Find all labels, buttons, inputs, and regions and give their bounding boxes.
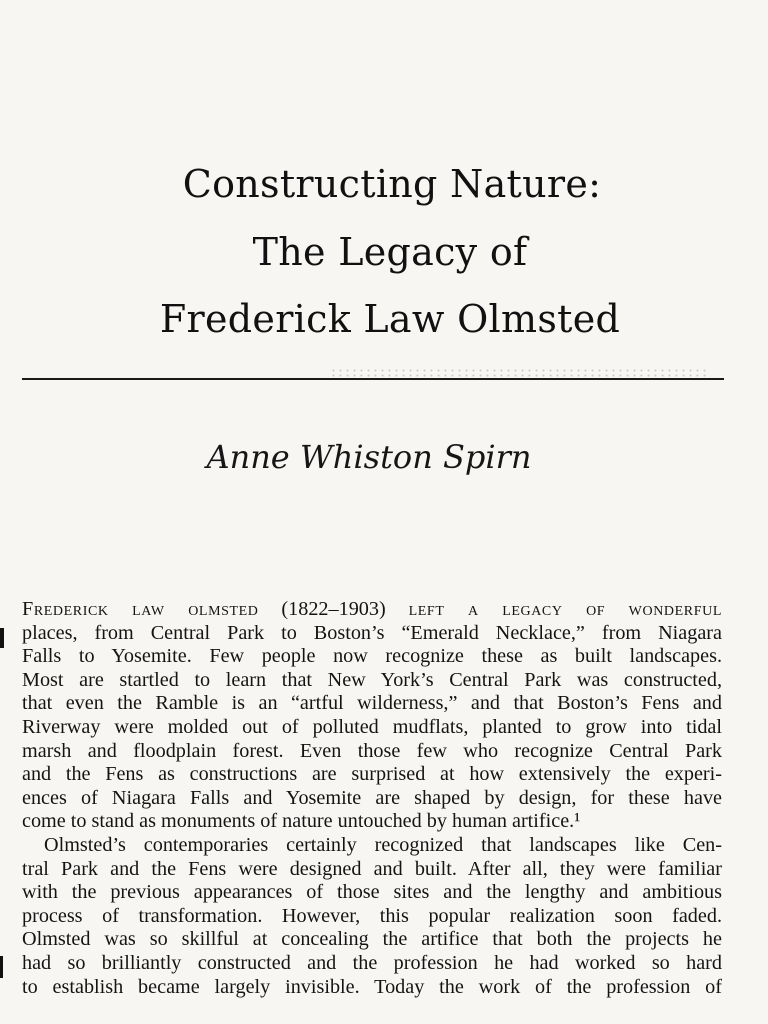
body-line: that even the Ramble is an “artful wilderness,” and that Boston’s Fens and: [22, 692, 722, 715]
body-line: Most are startled to learn that New York’s Central Park was constructed,: [22, 668, 722, 691]
body-line: Olmsted’s contemporaries certainly recognized that landscapes like Cen-: [44, 833, 722, 856]
body-line: marsh and floodplain forest. Even those few who recognize Central Park: [22, 739, 722, 762]
body-line: with the previous appearances of those sites and the lengthy and ambitious: [22, 881, 722, 904]
body-line: [22, 598, 722, 622]
body-line: tral Park and the Fens were designed and built. After all, they were familiar: [22, 857, 722, 880]
title-line-3: Frederick Law Olmsted: [159, 297, 621, 341]
title-rule: [22, 378, 724, 380]
body-line: Riverway were molded out of polluted mudflats, planted to grow into tidal: [22, 715, 722, 738]
title-line-2: The Legacy of: [252, 230, 528, 274]
body-line: process of transformation. However, this popular realization soon faded.: [22, 904, 722, 927]
body-line: and the Fens as constructions are surprised at how extensively the experi-: [22, 763, 722, 786]
margin-mark: [0, 628, 4, 648]
opening-smallcaps-2: left a legacy of wonderful: [408, 598, 722, 620]
body-line: come to stand as monuments of nature untouched by human artifice.¹: [22, 810, 581, 833]
body-line: Falls to Yosemite. Few people now recognize these as built landscapes.: [22, 645, 722, 668]
opening-smallcaps: Frederick law olmsted: [22, 598, 259, 620]
author-name: Anne Whiston Spirn: [206, 438, 532, 476]
body-line: to establish became largely invisible. Today the work of the profession of: [22, 975, 722, 998]
body-line: had so brilliantly constructed and the profession he had worked so hard: [22, 951, 722, 974]
body-line: ences of Niagara Falls and Yosemite are shaped by design, for these have: [22, 786, 722, 809]
body-line: Olmsted was so skillful at concealing the artifice that both the projects he: [22, 928, 722, 951]
margin-mark: [0, 956, 3, 978]
body-text: [22, 598, 722, 999]
title-line-1: Constructing Nature:: [182, 162, 602, 206]
opening-dates: (1822–1903): [258, 598, 409, 620]
body-line: places, from Central Park to Boston’s “Emerald Necklace,” from Niagara: [22, 621, 722, 644]
rule-speckle: [330, 368, 710, 378]
